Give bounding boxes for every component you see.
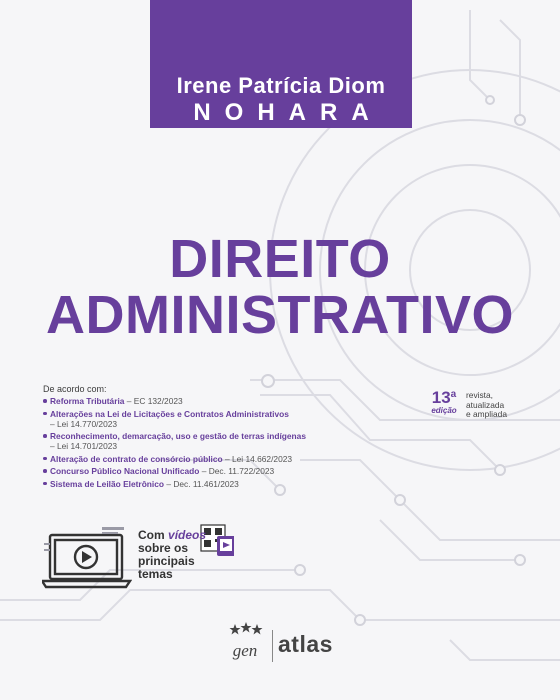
edition-badge: [424, 389, 464, 415]
edition-note-line: e ampliada: [466, 409, 507, 420]
video-callout-line: principais: [138, 554, 195, 568]
edition-note-line: revista,: [466, 390, 493, 400]
publisher-logos: [224, 622, 340, 668]
legislation-item-ref: – EC 132/2023: [126, 396, 183, 406]
publisher-divider: [272, 630, 273, 662]
legislation-intro: De acordo com:: [43, 384, 107, 394]
legislation-item: [43, 431, 306, 451]
legislation-item-name: Reforma Tributária: [50, 396, 125, 406]
legislation-list: [43, 396, 306, 491]
legislation-item-name: Alteração de contrato de consórcio público: [50, 453, 223, 464]
legislation-item-name: Sistema de Leilão Eletrônico: [50, 478, 165, 489]
atlas-publisher-name: atlas: [278, 631, 333, 657]
legislation-item-name: Reconhecimento, demarcação, uso e gestão de terras indígenas: [50, 431, 306, 441]
book-title-line-1: DIREITO: [169, 229, 391, 289]
legislation-item: [43, 409, 306, 429]
edition-number: 13: [431, 388, 451, 407]
legislation-item: [43, 479, 306, 489]
video-callout: [138, 529, 206, 581]
video-callout-line: temas: [138, 567, 173, 581]
legislation-item-name: Alterações na Lei de Licitações e Contratos Administrativos: [50, 408, 289, 419]
book-title-line-2: ADMINISTRATIVO: [46, 285, 514, 345]
video-callout-line: sobre os: [138, 541, 189, 555]
edition-notes: [466, 391, 507, 420]
laptop-video-icon: [42, 523, 132, 589]
legislation-item-ref: – Lei 14.701/2023: [50, 441, 118, 451]
legislation-item: [43, 454, 306, 464]
legislation-item: [43, 466, 306, 476]
video-callout-prefix: Com: [138, 528, 165, 542]
legislation-item-ref: – Lei 14.770/2023: [50, 418, 118, 429]
edition-superscript: a: [450, 389, 457, 400]
legislation-item-ref: – Lei 14.662/2023: [224, 453, 293, 464]
gen-imprint-label: gen: [232, 641, 258, 660]
video-callout-emphasis: vídeos: [168, 528, 207, 542]
author-surname: NOHARA: [193, 99, 383, 126]
edition-note-line: atualizada: [466, 399, 505, 410]
legislation-item-name: Concurso Público Nacional Unificado: [50, 466, 200, 476]
legislation-item: [43, 396, 306, 406]
legislation-item-ref: – Dec. 11.722/2023: [201, 466, 275, 476]
author-first-names: Irene Patrícia Diom: [176, 73, 386, 98]
author-banner: [150, 0, 412, 128]
gen-stars-logo-icon: [224, 622, 266, 666]
edition-label: edição: [431, 406, 457, 415]
legislation-item-ref: – Dec. 11.461/2023: [166, 478, 239, 489]
